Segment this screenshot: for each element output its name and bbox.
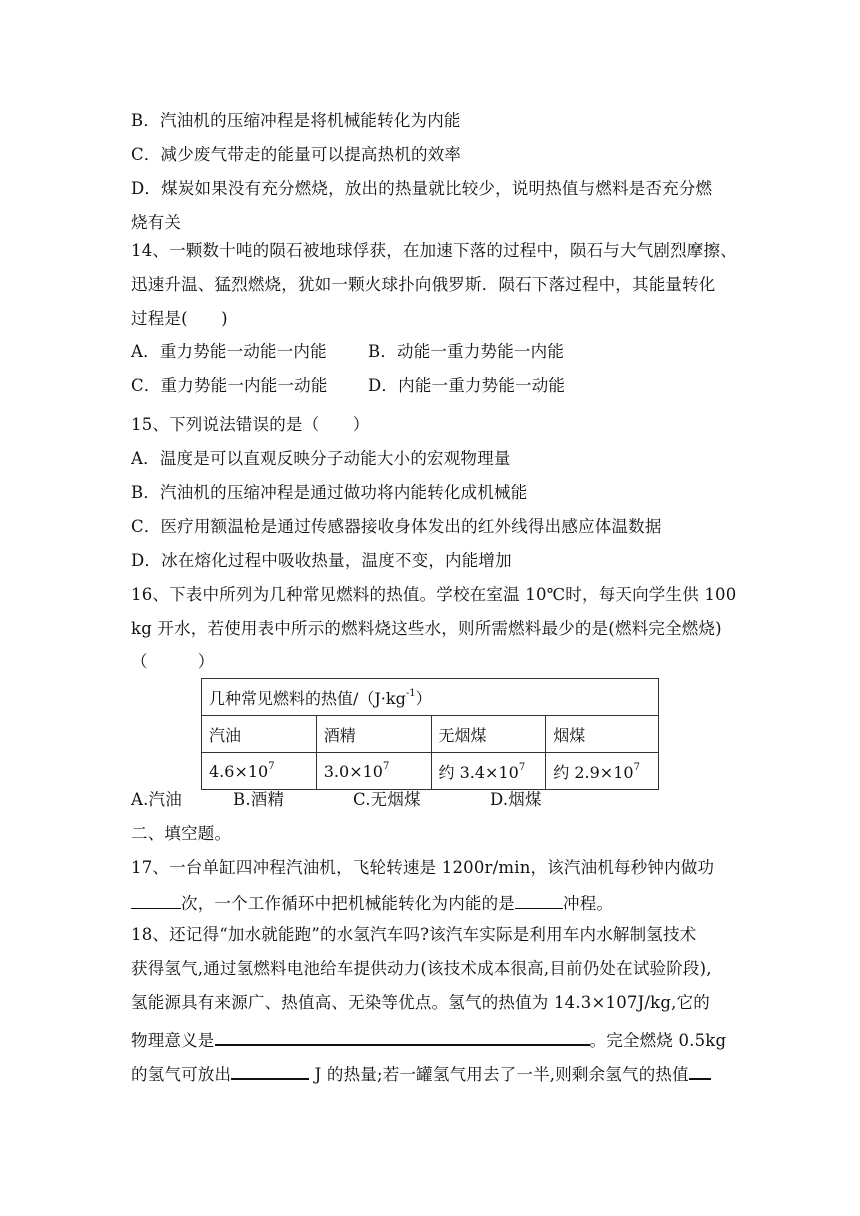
q17-answer-blank-1[interactable]: [131, 891, 181, 909]
q18-stem-line5: 的氢气可放出 J 的热量;若一罐氢气用去了一半,则剩余氢气的热值: [131, 1061, 711, 1085]
table-cell-name: 汽油: [202, 716, 317, 753]
q13-option-d-line1: D．煤炭如果没有充分燃烧，放出的热量就比较少，说明热值与燃料是否充分燃: [131, 179, 713, 198]
table-cell-value: 约 $2.9\times 10^7$: [546, 753, 659, 790]
q16-stem-line1: 16、下表中所列为几种常见燃料的热值。学校在室温 10℃时，每天向学生供 100: [131, 585, 737, 604]
q18-answer-blank-remaining[interactable]: [689, 1061, 711, 1080]
q16-stem-line2: kg 开水，若使用表中所示的燃料烧这些水，则所需燃料最少的是(燃料完全燃烧): [131, 619, 722, 638]
q18-stem-line3: 氢能源具有来源广、热值高、无染等优点。氢气的热值为 14.3×107J/kg,它的: [131, 993, 710, 1012]
table-cell-value: $4.6\times 10^7$: [202, 753, 317, 790]
q16-option-d: D.烟煤: [490, 790, 542, 809]
section-heading-fill-blank: 二、填空题。: [131, 824, 232, 843]
q16-options-row: [131, 790, 542, 810]
q15-option-a: A．温度是可以直观反映分子动能大小的宏观物理量: [131, 449, 511, 468]
q16-option-c: C.无烟煤: [353, 790, 421, 809]
q17-stem-line2: 次，一个工作循环中把机械能转化为内能的是 冲程。: [131, 891, 613, 914]
q18-answer-blank-meaning[interactable]: [215, 1027, 590, 1046]
q13-option-b: B．汽油机的压缩冲程是将机械能转化为内能: [131, 111, 461, 130]
table-cell-name: 无烟煤: [431, 716, 546, 753]
q18-stem-line1: 18、还记得“加水就能跑”的水氢汽车吗?该汽车实际是利用车内水解制氢技术: [131, 925, 697, 944]
table-cell-value: 约 $3.4\times 10^7$: [431, 753, 546, 790]
fuel-heat-value-table: [201, 678, 659, 790]
q15-option-d: D．冰在熔化过程中吸收热量，温度不变，内能增加: [131, 551, 512, 570]
table-cell-name: 酒精: [316, 716, 431, 753]
q14-stem-line1: 14、一颗数十吨的陨石被地球俘获，在加速下落的过程中，陨石与大气剧烈摩擦、: [131, 241, 737, 260]
q17-answer-blank-2[interactable]: [515, 891, 563, 909]
table-header-cell: 几种常见燃料的热值$/(J\cdot kg^{-1})$: [202, 679, 659, 716]
q14-options-row2: [131, 376, 565, 396]
table-cell-value: $3.0\times 10^7$: [316, 753, 431, 790]
q15-option-b: B．汽油机的压缩冲程是通过做功将内能转化成机械能: [131, 483, 528, 502]
q14-option-b: B．动能一重力势能一内能: [368, 342, 565, 361]
q16-option-b: B.酒精: [233, 790, 285, 809]
q15-stem: 15、下列说法错误的是（ ）: [131, 415, 370, 434]
table-row-values: [202, 753, 659, 790]
q17-stem-line1: 17、一台单缸四冲程汽油机，飞轮转速是 1200r/min，该汽油机每秒钟内做功: [131, 858, 715, 877]
q14-option-a: A．重力势能一动能一内能: [131, 342, 327, 361]
q13-option-d-line2: 烧有关: [131, 213, 182, 232]
q18-answer-blank-heat[interactable]: [231, 1061, 309, 1080]
q14-options-row1: [131, 342, 564, 362]
table-cell-name: 烟煤: [546, 716, 659, 753]
q16-stem-line3: （ ）: [131, 652, 215, 671]
q18-stem-line2: 获得氢气,通过氢燃料电池给车提供动力(该技术成本很高,目前仍处在试验阶段),: [131, 959, 712, 978]
q18-stem-line4: 物理意义是 。完全燃烧 0.5kg: [131, 1027, 726, 1051]
q15-option-c: C．医疗用额温枪是通过传感器接收身体发出的红外线得出感应体温数据: [131, 517, 662, 536]
q14-stem-line2: 迅速升温、猛烈燃烧，犹如一颗火球扑向俄罗斯．陨石下落过程中，其能量转化: [131, 275, 716, 294]
q13-option-c: C．减少废气带走的能量可以提高热机的效率: [131, 145, 462, 164]
table-header-row: [202, 679, 659, 716]
q16-option-a: A.汽油: [131, 790, 182, 809]
q14-stem-line3: 过程是( ): [131, 309, 228, 328]
table-row-names: [202, 716, 659, 753]
q14-option-d: D．内能一重力势能一动能: [368, 376, 566, 395]
q14-option-c: C．重力势能一内能一动能: [131, 376, 328, 395]
